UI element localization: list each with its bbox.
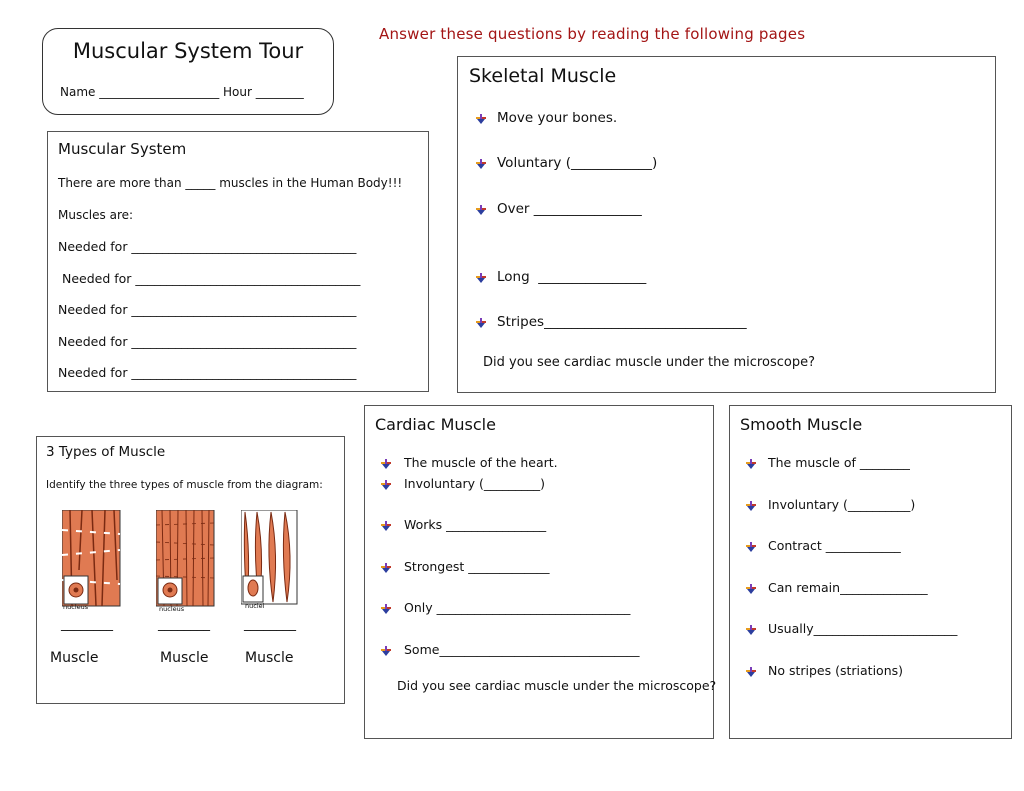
instruction-text: Answer these questions by reading the following pages <box>379 25 806 43</box>
muscle-caption: Muscle <box>160 650 209 666</box>
muscle-caption: Muscle <box>245 650 294 666</box>
muscular-system-panel <box>47 131 429 392</box>
cardiac-bullet[interactable]: Only _______________________________ <box>404 600 631 615</box>
smooth-bullet[interactable]: The muscle of ________ <box>768 455 910 470</box>
cardiac-bullet[interactable]: Involuntary (_________) <box>404 476 546 491</box>
bullet-icon <box>475 204 487 216</box>
title-box <box>42 28 334 115</box>
smooth-bullet[interactable]: Usually_______________________ <box>768 621 958 636</box>
bullet-icon <box>745 458 757 470</box>
bullet-icon <box>380 458 392 470</box>
bullet-icon <box>475 113 487 125</box>
muscle-type-blank[interactable]: ________ <box>244 617 296 632</box>
skeletal-muscle-panel <box>457 56 996 393</box>
muscle-caption: Muscle <box>50 650 99 666</box>
cardiac-muscle-illustration <box>156 510 216 608</box>
bullet-icon <box>475 272 487 284</box>
cardiac-bullet[interactable]: Strongest _____________ <box>404 559 550 574</box>
skeletal-muscle-heading: Skeletal Muscle <box>469 65 617 87</box>
smooth-muscle-heading: Smooth Muscle <box>740 415 863 434</box>
cardiac-muscle-panel <box>364 405 717 739</box>
smooth-bullet[interactable]: Contract ____________ <box>768 538 901 553</box>
smooth-bullet: No stripes (striations) <box>768 663 904 678</box>
bullet-icon <box>745 541 757 553</box>
bullet-icon <box>745 666 757 678</box>
needed-for-line[interactable]: Needed for ____________________________________ <box>58 365 357 380</box>
needed-for-line[interactable]: Needed for ____________________________________ <box>58 302 357 317</box>
bullet-icon <box>380 479 392 491</box>
muscular-system-heading: Muscular System <box>58 140 187 158</box>
smooth-muscle-illustration <box>241 510 299 606</box>
skeletal-bullet[interactable]: Over ________________ <box>497 201 642 217</box>
muscles-are-label: Muscles are: <box>58 208 134 222</box>
cardiac-bullet: The muscle of the heart. <box>404 455 558 470</box>
bullet-icon <box>380 603 392 615</box>
cardiac-bullet[interactable]: Works ________________ <box>404 517 547 532</box>
nucleus-label: nucleus <box>63 603 89 611</box>
skeletal-bullet[interactable]: Long ________________ <box>497 269 647 285</box>
muscle-type-blank[interactable]: ________ <box>61 617 113 632</box>
bullet-icon <box>380 520 392 532</box>
types-heading: 3 Types of Muscle <box>46 444 166 460</box>
skeletal-bullet[interactable]: Stripes______________________________ <box>497 314 747 330</box>
smooth-bullet[interactable]: Involuntary (__________) <box>768 497 916 512</box>
bullet-icon <box>380 562 392 574</box>
muscle-count-question[interactable]: There are more than _____ muscles in the Human Body!!! <box>58 176 403 190</box>
bullet-icon <box>745 624 757 636</box>
bullet-icon <box>475 317 487 329</box>
types-instruction: Identify the three types of muscle from the diagram: <box>46 479 323 491</box>
bullet-icon <box>745 583 757 595</box>
skeletal-muscle-illustration <box>62 510 122 608</box>
skeletal-question: Did you see cardiac muscle under the microscope? <box>483 355 815 370</box>
skeletal-bullet[interactable]: Voluntary (____________) <box>497 155 658 171</box>
name-hour-field[interactable]: Name ____________________ Hour ________ <box>60 85 304 99</box>
cardiac-question: Did you see cardiac muscle under the microscope? <box>397 678 717 693</box>
muscle-type-blank[interactable]: ________ <box>158 617 210 632</box>
cardiac-muscle-heading: Cardiac Muscle <box>375 415 496 434</box>
nucleus-label: nucleus <box>159 605 185 613</box>
smooth-muscle-panel <box>729 405 1012 739</box>
needed-for-line[interactable]: Needed for ____________________________________ <box>58 271 361 286</box>
worksheet-title: Muscular System Tour <box>72 39 304 63</box>
smooth-bullet[interactable]: Can remain______________ <box>768 580 928 595</box>
skeletal-bullet: Move your bones. <box>497 110 618 126</box>
nuclei-label: nuclei <box>245 602 265 610</box>
needed-for-line[interactable]: Needed for ____________________________________ <box>58 239 357 254</box>
needed-for-line[interactable]: Needed for ____________________________________ <box>58 334 357 349</box>
bullet-icon <box>745 500 757 512</box>
types-of-muscle-panel <box>36 436 345 704</box>
cardiac-bullet[interactable]: Some________________________________ <box>404 642 640 657</box>
bullet-icon <box>475 158 487 170</box>
bullet-icon <box>380 645 392 657</box>
